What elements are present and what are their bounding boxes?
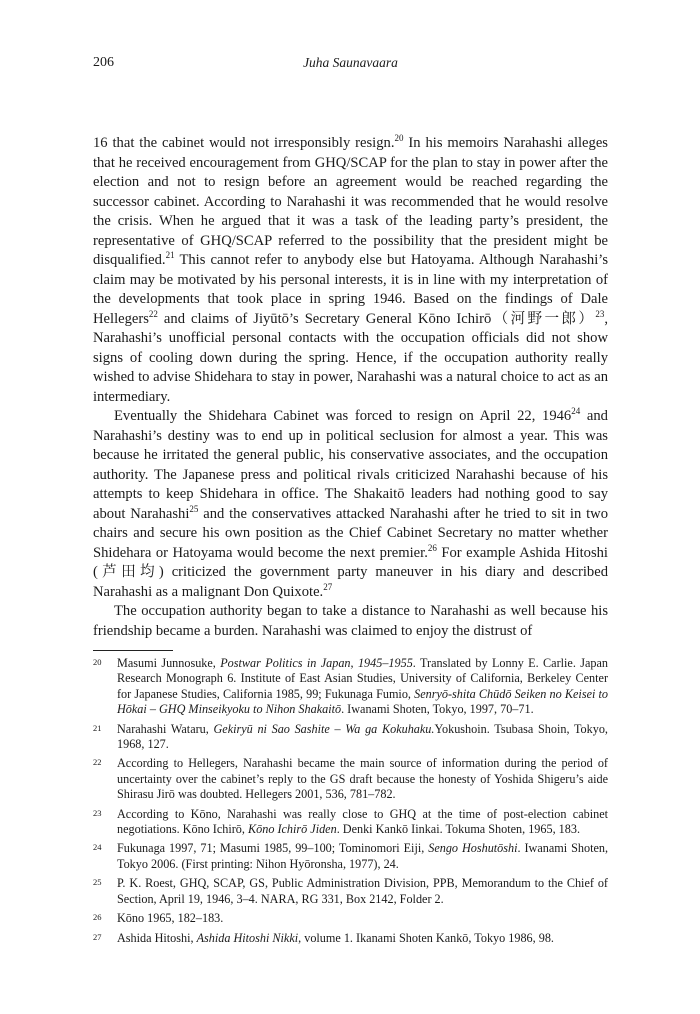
footnote-text [117, 656, 608, 718]
paragraph [93, 407, 608, 602]
text-run: , Narahashi’s unofficial personal contacts with the occupation officials did not show signs of cooling down during the spring. Hence, if the occupation authority really wished to advise Shidehara to stay in power, Narahashi was a natural choice to act as an intermediary. [93, 310, 608, 405]
footnote-reference: 21 [165, 250, 175, 261]
italic-title: Kōno Ichirō Jiden [248, 822, 337, 837]
footnote-reference: 24 [571, 406, 581, 417]
footnote-number: 25 [93, 877, 102, 888]
italic-title: Sengo Hoshutōshi [428, 841, 518, 856]
footnote-number: 21 [93, 722, 102, 733]
footnote-reference: 27 [323, 581, 333, 592]
paragraph [93, 134, 608, 407]
text-run: and Narahashi’s destiny was to end up in political seclusion for almost a year. This was because he irritated the general public, his conservative associates, and the occupation authority. The Japanese press and political rivals criticized Narahashi because of his attempts to keep Shidehara in office. The Shakaitō leaders had nothing good to say about Narahashi [93, 408, 608, 522]
footnote-text-run: Narahashi Wataru, [117, 721, 214, 736]
footnote [93, 841, 608, 872]
italic-title: Gekiryū ni Sao Sashite – Wa ga Kokuhaku. [213, 721, 435, 736]
main-text [93, 134, 608, 641]
text-run: and the conservatives attacked Narahashi after he tried to sit in two chairs and secure his own position as the Chief Cabinet Secretary no matter whether Shidehara or Hatoyama would become the next premier. [93, 505, 608, 561]
footnote-number: 26 [93, 912, 102, 923]
footnote-text-run: . Iwanami Shoten, Tokyo, 1997, 70–71. [341, 702, 534, 717]
text-run: In his memoirs Narahashi alleges that he received encouragement from GHQ/SCAP for the plan to stay in power after the election and not to resign before an agreement would be reached regarding the successor cabinet. According to Narahashi it was recommended that he would resolve the crisis. When he argued that it was a task of the leading party’s president, the representative of GHQ/SCAP referred to the possibility that the president might be disqualified. [93, 135, 608, 268]
footnote-text [117, 756, 608, 802]
footnote-text [117, 931, 608, 946]
footnote-reference: 26 [427, 542, 437, 553]
footnote-text-run: Kōno 1965, 182–183. [117, 911, 224, 926]
italic-title: Postwar Politics in Japan, 1945–1955 [220, 656, 413, 670]
footnote-text-run: According to Hellegers, Narahashi became the main source of information during the period of uncertainty over the cabinet’s reply to the GS draft because the honesty of Yoshida Shigeru’s aide Shirasu Jirō was doubted. Hellegers 2001, 536, 781–782. [117, 756, 608, 802]
text-run: Eventually the Shidehara Cabinet was forced to resign on April 22, 1946 [114, 408, 572, 424]
text-run: For example Ashida Hitoshi (芦田均) criticized the government party maneuver in his diary and described Narahashi as a malignant Don Quixote. [93, 544, 608, 600]
footnotes [93, 656, 608, 950]
text-run: The occupation authority began to take a distance to Narahashi as well because his friendship became a burden. Narahashi was claimed to enjoy the distrust of [93, 603, 608, 639]
footnote-text [117, 722, 608, 753]
footnote-text [117, 841, 608, 872]
footnote [93, 807, 608, 838]
footnote-reference: 23 [595, 308, 605, 319]
footnote-text-run: Masumi Junnosuke, [117, 656, 221, 670]
footnote-text-run: . Denki Kankō Iinkai. Tokuma Shoten, 1965, 183. [336, 822, 581, 837]
footnote [93, 911, 608, 926]
text-run: This cannot refer to anybody else but Hatoyama. Although Narahashi’s claim may be motivated by his personal interests, it is in line with my interpretation of the developments that took place in spring 1946. Based on the findings of Dale Hellegers [93, 252, 608, 327]
footnote-reference: 20 [394, 133, 404, 144]
footnote-text-run: Yokushoin. Tsubasa Shoin, Tokyo, 1968, 127. [117, 721, 608, 752]
footnote-text-run: Fukunaga 1997, 71; Masumi 1985, 99–100; Tominomori Eiji, [117, 841, 429, 856]
italic-title: Ashida Hitoshi Nikki [196, 930, 299, 945]
footnote-text [117, 911, 608, 926]
footnote-text-run: , volume 1. Ikanami Shoten Kankō, Tokyo 1986, 98. [298, 930, 554, 945]
italic-title: Senryō-shita Chūdō Seiken no Keisei to Hōkai – GHQ Minseikyoku to Nihon Shakaitō [117, 686, 609, 717]
footnote [93, 656, 608, 718]
footnote [93, 722, 608, 753]
footnote-reference: 22 [148, 308, 158, 319]
footnote-text-run: According to Kōno, Narahashi was really close to GHQ at the time of post-election cabinet negotiations. Kōno Ichirō, [117, 806, 608, 837]
footnote-text [117, 807, 608, 838]
footnote [93, 876, 608, 907]
running-title: Juha Saunavaara [303, 55, 398, 70]
footnote-divider [93, 650, 173, 651]
footnote-reference: 25 [189, 503, 199, 514]
footnote-text [117, 876, 608, 907]
footnote [93, 756, 608, 802]
footnote-text-run: P. K. Roest, GHQ, SCAP, GS, Public Administration Division, PPB, Memorandum to the Chief of Section, April 19, 1946, 3–4. NARA, RG 331, Box 2142, Folder 2. [117, 876, 608, 906]
footnote-text-run: Ashida Hitoshi, [117, 930, 197, 945]
footnote-number: 22 [93, 757, 102, 768]
footnote-number: 24 [93, 842, 102, 853]
paragraph [93, 602, 608, 641]
page-header [93, 55, 608, 75]
footnote-number: 20 [93, 657, 102, 667]
footnote-text-run: . Iwanami Shoten, Tokyo 2006. (First printing: Nihon Hyōronsha, 1977), 24. [117, 841, 608, 871]
footnote-number: 27 [93, 931, 102, 942]
text-run: and claims of Jiyūtō’s Secretary General Kōno Ichirō（河野一郎） [157, 310, 596, 327]
footnote [93, 931, 608, 946]
text-run: 16 that the cabinet would not irresponsibly resign. [93, 135, 395, 151]
footnote-number: 23 [93, 807, 102, 818]
page-number: 206 [93, 55, 114, 70]
footnote-text-run: . Translated by Lonny E. Carlie. Japan Research Monograph 6. Institute of East Asian Studies, University of California, Berkeley Center for Japanese Studies, California 1985, 99; Fukunaga Fumio, [117, 656, 609, 701]
